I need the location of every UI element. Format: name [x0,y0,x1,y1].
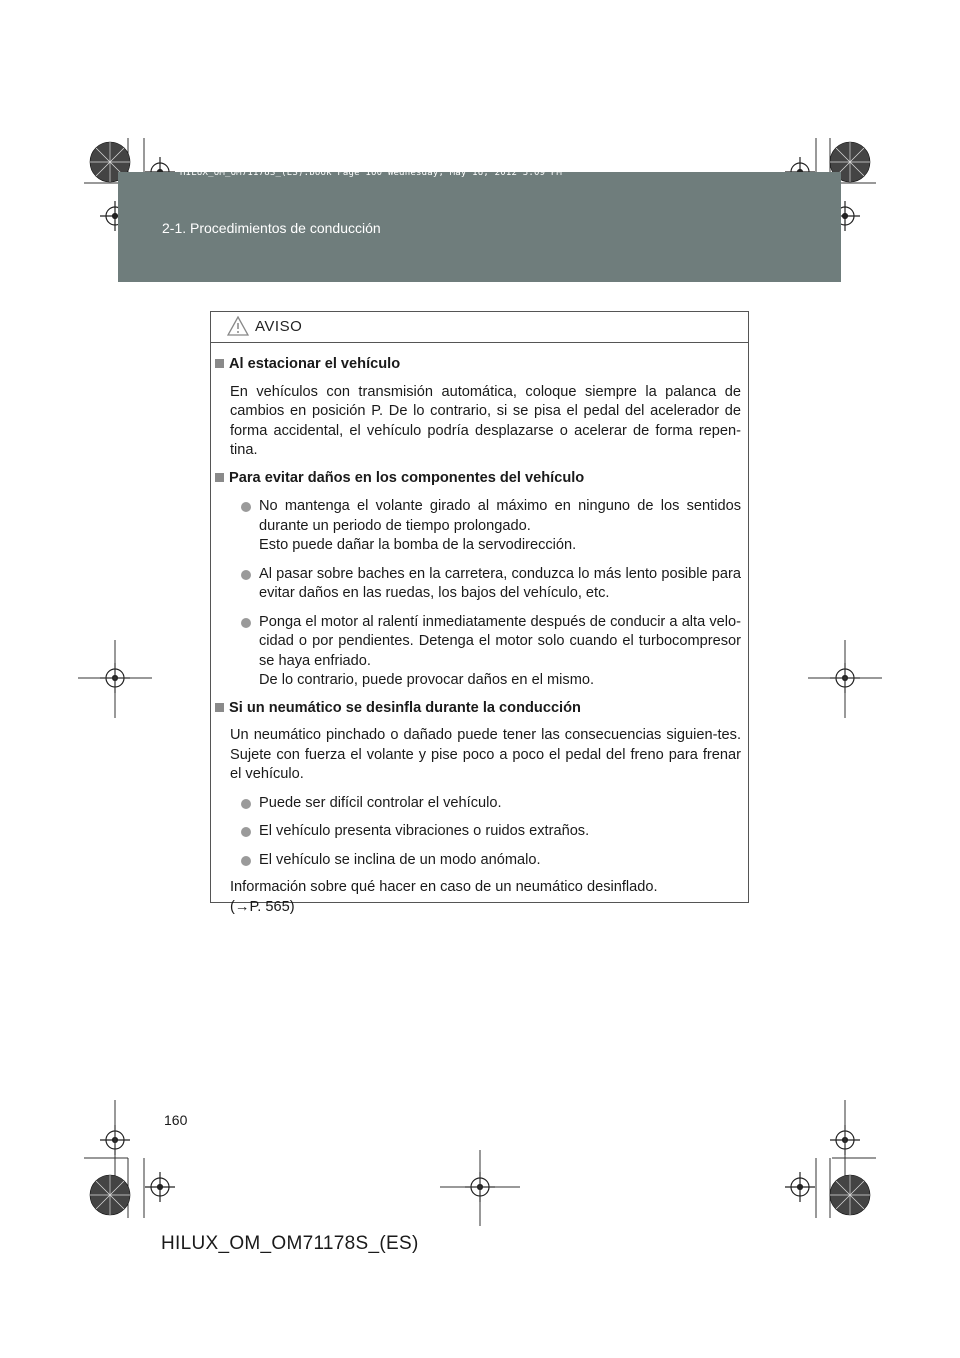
list-item: Ponga el motor al ralentí inmediatamente después de conducir a alta velo-cidad o por pendientes. Detenga el motor solo cuando el turbocompresor se haya enfriado. De lo contrario, puede provocar daños en el mismo. [229,613,741,691]
section-title: 2-1. Procedimientos de conducción [162,220,381,236]
circle-bullet-icon [241,856,251,866]
circle-bullet-icon [241,570,251,580]
section-heading: Si un neumático se desinfla durante la conducción [229,699,741,719]
list-item: No mantenga el volante girado al máximo en ninguno de los sentidos durante un periodo de tiempo prolongado. Esto puede dañar la bomba de la servodirección. [229,497,741,556]
warning-box [210,311,749,915]
square-bullet-icon [215,703,224,712]
print-info-line: HILUX_OM_OM71178S_(ES).book Page 160 Wednesday, May 16, 2012 3:09 PM [180,168,563,178]
list-item: El vehículo se inclina de un modo anómalo. [229,851,741,871]
paragraph: En vehículos con transmisión automática, coloque siempre la palanca de cambios en posición P. De lo contrario, si se pisa el pedal del acelerador de forma accidental, el vehículo podría desplazarse o acelerar de forma repen-tina. [230,383,741,458]
circle-bullet-icon [241,502,251,512]
page-number: 160 [164,1112,188,1128]
square-bullet-icon [215,473,224,482]
circle-bullet-icon [241,618,251,628]
square-bullet-icon [215,359,224,368]
warning-body [211,343,748,917]
circle-bullet-icon [241,827,251,837]
list-item: Al pasar sobre baches en la carretera, conduzca lo más lento posible para evitar daños en las ruedas, los bajos del vehículo, etc. [229,565,741,604]
closing-paragraph: Información sobre qué hacer en caso de un neumático desinflado. (→P. 565) [230,879,658,915]
circle-bullet-icon [241,799,251,809]
list-item: El vehículo presenta vibraciones o ruidos extraños. [229,822,741,842]
footer-document-code: HILUX_OM_OM71178S_(ES) [161,1233,419,1254]
list-item: Puede ser difícil controlar el vehículo. [229,794,741,814]
section-heading: Para evitar daños en los componentes del vehículo [229,469,741,489]
section-heading: Al estacionar el vehículo [229,355,741,375]
warning-header [211,312,748,343]
warning-triangle-icon [227,316,249,336]
paragraph: Un neumático pinchado o dañado puede tener las consecuencias siguien-tes. Sujete con fuerza el volante y pise poco a poco el pedal del freno para frenar el vehículo. [230,727,741,782]
warning-label: AVISO [255,318,303,335]
